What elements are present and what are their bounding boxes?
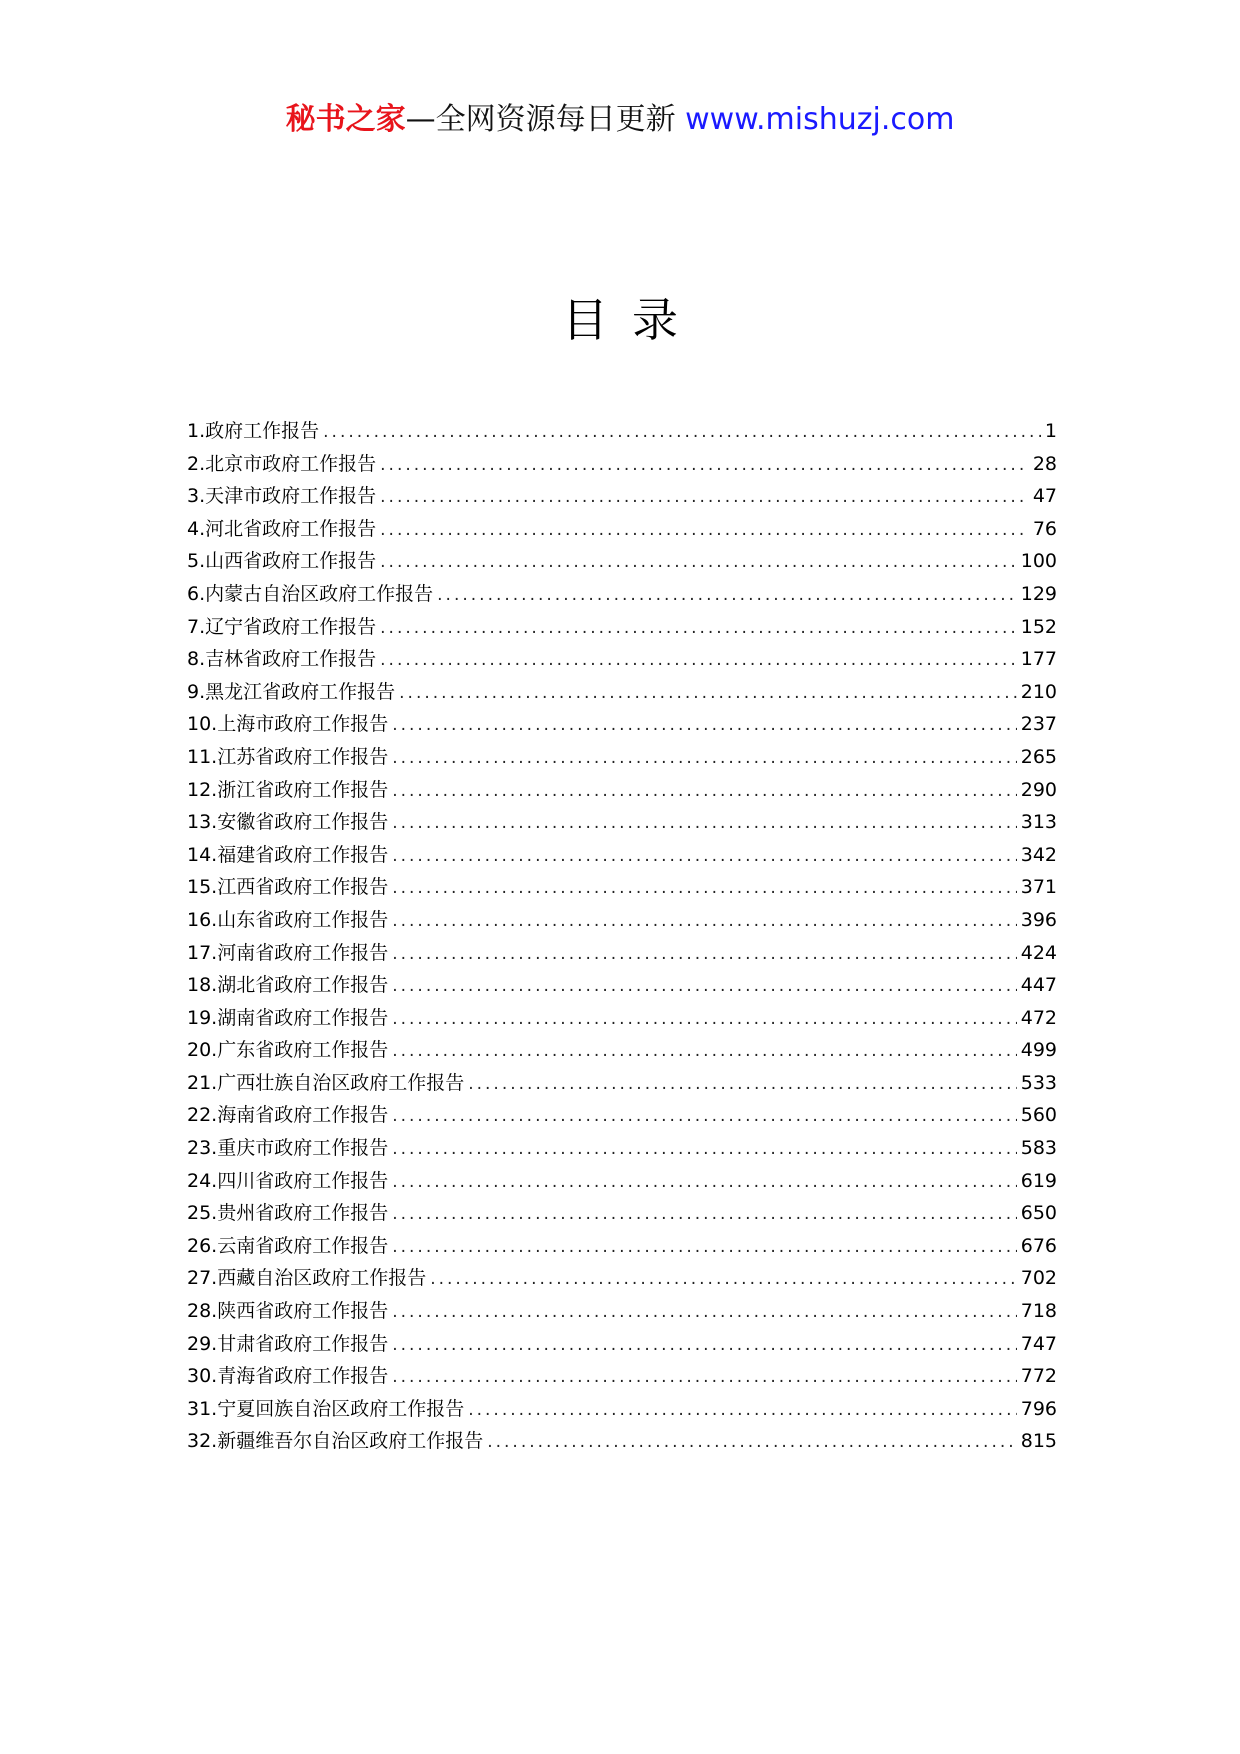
toc-page-number: 28 bbox=[1032, 452, 1057, 475]
toc-page-number: 560 bbox=[1020, 1104, 1057, 1127]
toc-dot-leader bbox=[392, 1003, 1017, 1036]
toc-dot-leader bbox=[392, 938, 1017, 971]
toc-entry[interactable] bbox=[187, 839, 1057, 872]
toc-page-number: 533 bbox=[1020, 1071, 1057, 1094]
toc-entry[interactable] bbox=[187, 1034, 1057, 1067]
toc-entry[interactable] bbox=[187, 448, 1057, 481]
toc-page-number: 177 bbox=[1020, 648, 1057, 671]
table-of-contents bbox=[187, 415, 1057, 1458]
toc-entry[interactable] bbox=[187, 1099, 1057, 1132]
toc-entry[interactable] bbox=[187, 1360, 1057, 1393]
toc-entry-label: 16.山东省政府工作报告 bbox=[187, 908, 389, 931]
toc-page-number: 619 bbox=[1020, 1169, 1057, 1192]
toc-page-number: 100 bbox=[1020, 550, 1057, 573]
toc-page-number: 237 bbox=[1020, 713, 1057, 736]
toc-entry-label: 23.重庆市政府工作报告 bbox=[187, 1137, 389, 1160]
toc-entry[interactable] bbox=[187, 1295, 1057, 1328]
toc-dot-leader bbox=[430, 1263, 1017, 1296]
toc-entry-label: 6.内蒙古自治区政府工作报告 bbox=[187, 582, 434, 605]
toc-entry[interactable] bbox=[187, 1197, 1057, 1230]
toc-page-number: 718 bbox=[1020, 1300, 1057, 1323]
toc-entry-label: 32.新疆维吾尔自治区政府工作报告 bbox=[187, 1430, 484, 1453]
toc-dot-leader bbox=[392, 709, 1017, 742]
brand-name: 秘书之家 bbox=[285, 102, 406, 137]
toc-entry-label: 7.辽宁省政府工作报告 bbox=[187, 615, 377, 638]
toc-dot-leader bbox=[380, 546, 1017, 579]
toc-entry-label: 20.广东省政府工作报告 bbox=[187, 1039, 389, 1062]
toc-dot-leader bbox=[392, 970, 1017, 1003]
toc-page-number: 424 bbox=[1020, 941, 1057, 964]
toc-entry-label: 28.陕西省政府工作报告 bbox=[187, 1300, 389, 1323]
toc-entry[interactable] bbox=[187, 1002, 1057, 1035]
toc-page-number: 772 bbox=[1020, 1365, 1057, 1388]
toc-page-number: 676 bbox=[1020, 1234, 1057, 1257]
toc-entry-label: 14.福建省政府工作报告 bbox=[187, 843, 389, 866]
toc-page-number: 650 bbox=[1020, 1202, 1057, 1225]
toc-entry-label: 17.河南省政府工作报告 bbox=[187, 941, 389, 964]
toc-page-number: 447 bbox=[1020, 974, 1057, 997]
toc-entry[interactable] bbox=[187, 1425, 1057, 1458]
toc-entry[interactable] bbox=[187, 708, 1057, 741]
toc-entry[interactable] bbox=[187, 578, 1057, 611]
toc-dot-leader bbox=[392, 1296, 1017, 1329]
toc-entry-label: 3.天津市政府工作报告 bbox=[187, 485, 377, 508]
toc-entry[interactable] bbox=[187, 774, 1057, 807]
toc-page-number: 1 bbox=[1044, 420, 1057, 442]
toc-entry[interactable] bbox=[187, 1132, 1057, 1165]
toc-entry-label: 19.湖南省政府工作报告 bbox=[187, 1006, 389, 1029]
toc-page-number: 129 bbox=[1020, 582, 1057, 605]
toc-page-number: 583 bbox=[1020, 1137, 1057, 1160]
toc-dot-leader bbox=[468, 1068, 1017, 1101]
toc-dot-leader bbox=[380, 481, 1029, 514]
toc-entry[interactable] bbox=[187, 513, 1057, 546]
toc-page-number: 152 bbox=[1020, 615, 1057, 638]
toc-entry-label: 2.北京市政府工作报告 bbox=[187, 452, 377, 475]
toc-dot-leader bbox=[392, 1100, 1017, 1133]
toc-page-number: 265 bbox=[1020, 745, 1057, 768]
toc-dot-leader bbox=[392, 1198, 1017, 1231]
toc-page-number: 815 bbox=[1020, 1430, 1057, 1453]
toc-dot-leader bbox=[380, 514, 1029, 547]
toc-entry[interactable] bbox=[187, 937, 1057, 970]
toc-entry[interactable] bbox=[187, 480, 1057, 513]
toc-page-number: 290 bbox=[1020, 778, 1057, 801]
toc-dot-leader bbox=[380, 449, 1029, 482]
toc-entry-label: 12.浙江省政府工作报告 bbox=[187, 778, 389, 801]
toc-dot-leader bbox=[437, 579, 1017, 612]
toc-page-number: 210 bbox=[1020, 680, 1057, 703]
toc-dot-leader bbox=[392, 1361, 1017, 1394]
toc-entry[interactable] bbox=[187, 871, 1057, 904]
toc-page-number: 472 bbox=[1020, 1006, 1057, 1029]
toc-page-number: 747 bbox=[1020, 1332, 1057, 1355]
toc-entry[interactable] bbox=[187, 643, 1057, 676]
toc-entry-label: 9.黑龙江省政府工作报告 bbox=[187, 680, 396, 703]
toc-page-number: 796 bbox=[1020, 1397, 1057, 1420]
toc-entry-label: 8.吉林省政府工作报告 bbox=[187, 648, 377, 671]
toc-entry-label: 26.云南省政府工作报告 bbox=[187, 1234, 389, 1257]
toc-dot-leader bbox=[392, 1231, 1017, 1264]
toc-dot-leader bbox=[323, 416, 1041, 449]
header-slogan: —全网资源每日更新 bbox=[405, 102, 686, 137]
toc-entry-label: 5.山西省政府工作报告 bbox=[187, 550, 377, 573]
toc-page-number: 499 bbox=[1020, 1039, 1057, 1062]
toc-page-number: 47 bbox=[1032, 485, 1057, 508]
toc-entry[interactable] bbox=[187, 1328, 1057, 1361]
toc-entry[interactable] bbox=[187, 741, 1057, 774]
toc-page-number: 76 bbox=[1032, 517, 1057, 540]
toc-dot-leader bbox=[392, 775, 1017, 808]
toc-entry-label: 21.广西壮族自治区政府工作报告 bbox=[187, 1071, 465, 1094]
toc-dot-leader bbox=[380, 644, 1017, 677]
toc-entry-label: 1.政府工作报告 bbox=[187, 420, 320, 442]
toc-entry[interactable] bbox=[187, 545, 1057, 578]
toc-entry[interactable] bbox=[187, 611, 1057, 644]
toc-dot-leader bbox=[392, 840, 1017, 873]
toc-entry[interactable] bbox=[187, 676, 1057, 709]
toc-dot-leader bbox=[392, 872, 1017, 905]
toc-entry-label: 25.贵州省政府工作报告 bbox=[187, 1202, 389, 1225]
toc-entry-label: 31.宁夏回族自治区政府工作报告 bbox=[187, 1397, 465, 1420]
toc-dot-leader bbox=[487, 1426, 1017, 1459]
toc-dot-leader bbox=[380, 612, 1017, 645]
toc-page-number: 313 bbox=[1020, 811, 1057, 834]
toc-entry-label: 29.甘肃省政府工作报告 bbox=[187, 1332, 389, 1355]
toc-dot-leader bbox=[392, 1329, 1017, 1362]
toc-entry-label: 30.青海省政府工作报告 bbox=[187, 1365, 389, 1388]
toc-entry-label: 15.江西省政府工作报告 bbox=[187, 876, 389, 899]
toc-dot-leader bbox=[392, 1035, 1017, 1068]
toc-entry[interactable] bbox=[187, 1165, 1057, 1198]
toc-entry-label: 10.上海市政府工作报告 bbox=[187, 713, 389, 736]
toc-entry-label: 18.湖北省政府工作报告 bbox=[187, 974, 389, 997]
toc-entry[interactable] bbox=[187, 904, 1057, 937]
toc-dot-leader bbox=[392, 905, 1017, 938]
toc-entry[interactable] bbox=[187, 969, 1057, 1002]
toc-entry-label: 22.海南省政府工作报告 bbox=[187, 1104, 389, 1127]
toc-entry[interactable] bbox=[187, 1230, 1057, 1263]
toc-page-number: 371 bbox=[1020, 876, 1057, 899]
toc-entry[interactable] bbox=[187, 415, 1057, 448]
toc-dot-leader bbox=[468, 1394, 1017, 1427]
toc-page-number: 342 bbox=[1020, 843, 1057, 866]
toc-entry-label: 27.西藏自治区政府工作报告 bbox=[187, 1267, 427, 1290]
toc-dot-leader bbox=[399, 677, 1017, 710]
toc-dot-leader bbox=[392, 1166, 1017, 1199]
toc-entry[interactable] bbox=[187, 806, 1057, 839]
toc-dot-leader bbox=[392, 807, 1017, 840]
toc-dot-leader bbox=[392, 742, 1017, 775]
toc-entry-label: 24.四川省政府工作报告 bbox=[187, 1169, 389, 1192]
site-url-link[interactable]: www.mishuzj.com bbox=[685, 102, 955, 137]
toc-entry[interactable] bbox=[187, 1393, 1057, 1426]
page-title: 目录 bbox=[562, 293, 702, 347]
toc-entry-label: 4.河北省政府工作报告 bbox=[187, 517, 377, 540]
toc-entry[interactable] bbox=[187, 1262, 1057, 1295]
toc-page-number: 702 bbox=[1020, 1267, 1057, 1290]
toc-page-number: 396 bbox=[1020, 908, 1057, 931]
toc-entry[interactable] bbox=[187, 1067, 1057, 1100]
toc-entry-label: 11.江苏省政府工作报告 bbox=[187, 745, 389, 768]
site-header bbox=[0, 100, 1240, 140]
toc-entry-label: 13.安徽省政府工作报告 bbox=[187, 811, 389, 834]
toc-dot-leader bbox=[392, 1133, 1017, 1166]
